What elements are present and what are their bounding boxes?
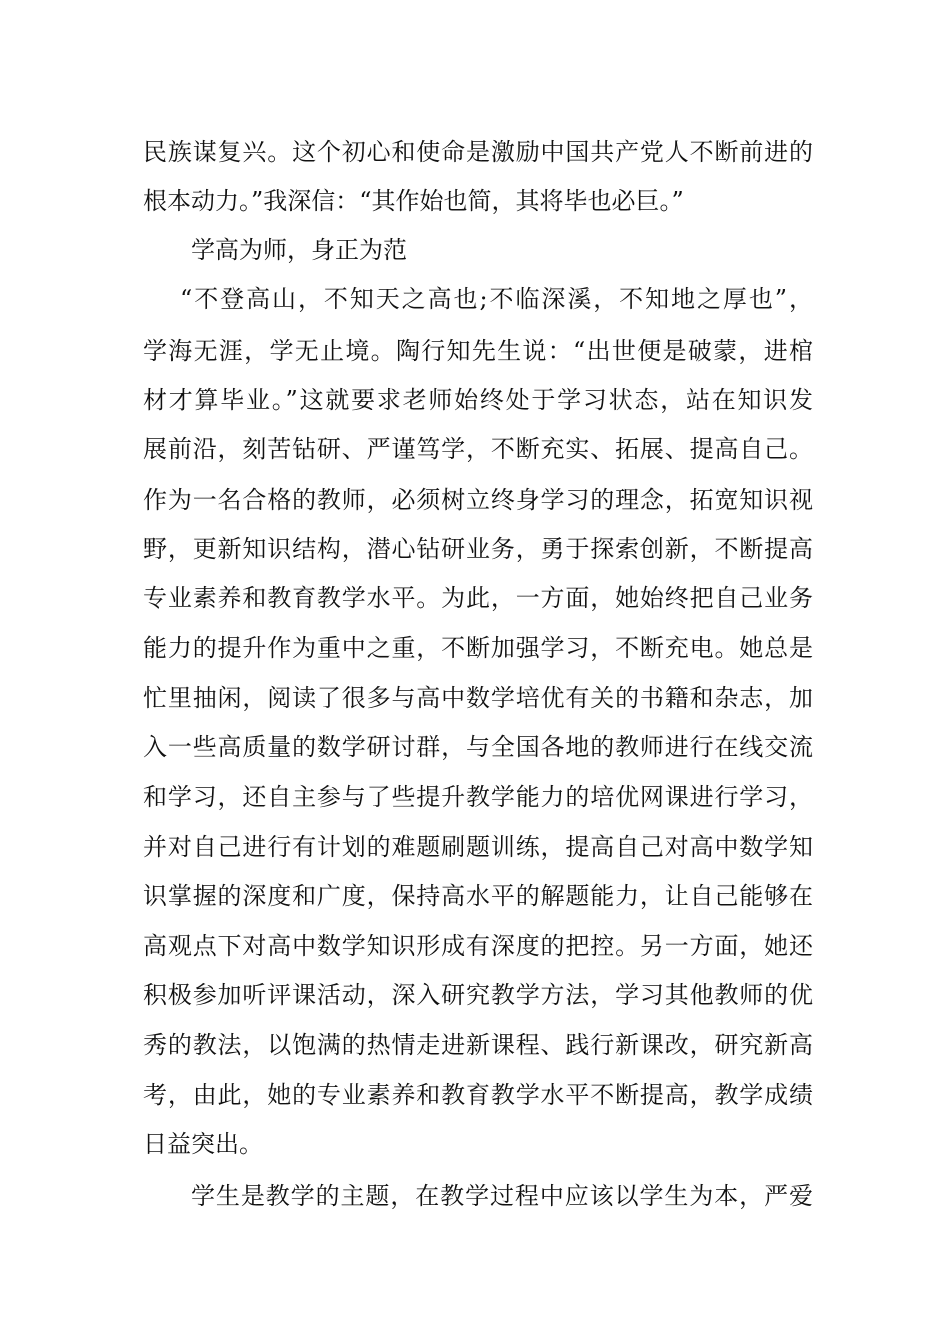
text-line: 展前沿，刻苦钻研、严谨笃学，不断充实、拓展、提高自己。 — [143, 435, 813, 463]
text-line: 积极参加听评课活动，深入研究教学方法，学习其他教师的优 — [143, 981, 813, 1009]
text-line: 学海无涯，学无止境。陶行知先生说：“出世便是破蒙，进棺 — [143, 337, 813, 365]
section-heading: 学高为师，身正为范 — [191, 236, 407, 264]
text-line: 学生是教学的主题，在教学过程中应该以学生为本，严爱 — [191, 1182, 813, 1210]
text-line: 秀的教法，以饱满的热情走进新课程、践行新课改，研究新高 — [143, 1031, 813, 1059]
text-line: “不登高山，不知天之高也;不临深溪，不知地之厚也”， — [180, 285, 813, 313]
text-line: 高观点下对高中数学知识形成有深度的把控。另一方面，她还 — [143, 932, 813, 960]
text-line: 能力的提升作为重中之重，不断加强学习，不断充电。她总是 — [143, 634, 813, 662]
text-line: 作为一名合格的教师，必须树立终身学习的理念，拓宽知识视 — [143, 486, 813, 514]
text-line: 入一些高质量的数学研讨群，与全国各地的教师进行在线交流 — [143, 733, 813, 761]
text-line: 忙里抽闲，阅读了很多与高中数学培优有关的书籍和杂志，加 — [143, 684, 813, 712]
text-line: 日益突出。 — [143, 1130, 263, 1158]
text-line: 并对自己进行有计划的难题刷题训练，提高自己对高中数学知 — [143, 833, 813, 861]
text-line: 和学习，还自主参与了些提升教学能力的培优网课进行学习， — [143, 783, 813, 811]
text-line: 民族谋复兴。这个初心和使命是激励中国共产党人不断前进的 — [143, 138, 813, 166]
text-line: 根本动力。”我深信：“其作始也简，其将毕也必巨。” — [143, 187, 684, 215]
text-line: 识掌握的深度和广度，保持高水平的解题能力，让自己能够在 — [143, 882, 813, 910]
text-line: 专业素养和教育教学水平。为此，一方面，她始终把自己业务 — [143, 584, 813, 612]
text-line: 材才算毕业。”这就要求老师始终处于学习状态，站在知识发 — [143, 386, 813, 414]
text-line: 考，由此，她的专业素养和教育教学水平不断提高，教学成绩 — [143, 1081, 813, 1109]
text-line: 野，更新知识结构，潜心钻研业务，勇于探索创新，不断提高 — [143, 535, 813, 563]
